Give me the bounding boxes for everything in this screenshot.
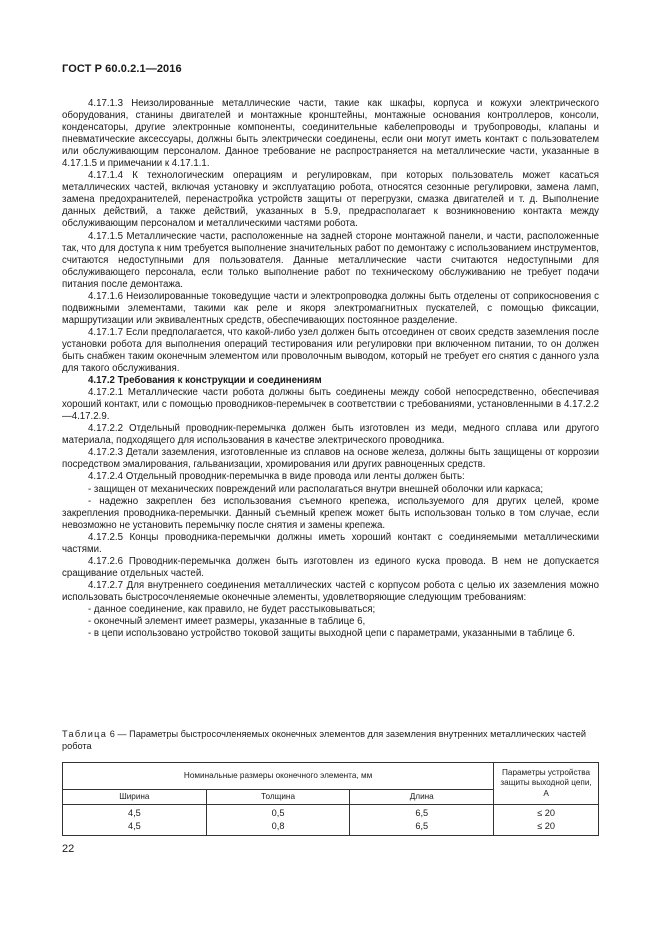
- table-row: [63, 820, 599, 836]
- paragraph-4-17-2-2: 4.17.2.2 Отдельный проводник-перемычка должен быть изготовлен из меди, медного сплава или другого материала, подходящего для использования в качестве электрического проводника.: [62, 423, 599, 447]
- table-cell: 6,5: [350, 805, 494, 821]
- paragraph-4-17-1-6: 4.17.1.6 Неизолированные токоведущие части и электропроводка должны быть отделены от соприкосновения с подвижными элементами, такими как реле и якоря электромагнитных пускателей, с помощью фиксации, маршрутизации или эквивалентных средств, обеспечивающих постоянное разделение.: [62, 290, 599, 326]
- list-item: - защищен от механических повреждений или располагаться внутри внешней оболочки или каркаса;: [88, 483, 544, 495]
- paragraph-4-17-2-5: 4.17.2.5 Концы проводника-перемычки должны иметь хороший контакт с соединяемыми металлическими частями.: [62, 531, 599, 555]
- table-label: Таблица: [62, 729, 108, 739]
- table-caption-text: 6 — Параметры быстросочленяемых оконечных элементов для заземления внутренних металлических частей робота: [62, 729, 586, 751]
- list-item: - надежно закреплен без использования съемного крепежа, используемого для других целей, кроме закрепления проводника-перемычки. Данный съемный крепеж может быть использован только в том случае, если невозможно не установить перемычку после снятия и замены крепежа.: [62, 495, 599, 531]
- table-column-header: Длина: [350, 790, 494, 805]
- body-text: [62, 98, 599, 640]
- table-cell: ≤ 20: [494, 820, 599, 836]
- list-item: - в цепи использовано устройство токовой защиты выходной цепи с параметрами, указанными в таблице 6.: [88, 628, 575, 640]
- table-column-header: Толщина: [206, 790, 350, 805]
- table-cell: 4,5: [63, 805, 207, 821]
- terminal-dimensions-table: [62, 762, 599, 836]
- table-caption: [62, 729, 599, 752]
- table-column-header: Ширина: [63, 790, 207, 805]
- section-heading-4-17-2: 4.17.2 Требования к конструкции и соединениям: [88, 375, 322, 387]
- table-cell: ≤ 20: [494, 805, 599, 821]
- table-cell: 0,5: [206, 805, 350, 821]
- list-item: - данное соединение, как правило, не будет расстыковываться;: [88, 603, 376, 615]
- document-code: ГОСТ Р 60.0.2.1—2016: [62, 63, 182, 75]
- paragraph-4-17-1-5: 4.17.1.5 Металлические части, расположенные на задней стороне монтажной панели, и части, расположенные так, что для доступа к ним требуется выполнение значительных работ по демонтажу с использованием инструментов, считаются недоступными для пользователя. Данные металлические части считаются недоступными для обслуживающего персонала, если только выполнение работ по техническому обслуживанию не требует подачи питания после демонтажа.: [62, 230, 599, 290]
- page-number: 22: [62, 843, 75, 855]
- paragraph-4-17-1-3: 4.17.1.3 Неизолированные металлические части, такие как шкафы, корпуса и кожухи электрического оборудования, станины двигателей и монтажные кронштейны, монтажные основания контроллеров, консоли, конденсаторы, другие электронные компоненты, соединительные кабелепроводы и трубопроводы, клапаны и пневматические аксессуары, должны быть электрически соединены, если они могут иметь контакт с пользователем или обслуживающим персоналом. Данное требование не распространяется на металлические части, указанные в 4.17.1.5 и примечании к 4.17.1.1.: [62, 98, 599, 170]
- paragraph-4-17-2-3: 4.17.2.3 Детали заземления, изготовленные из сплавов на основе железа, должны быть защищены от коррозии посредством эмалирования, гальванизации, хромирования или других равноценных средств.: [62, 447, 599, 471]
- table-cell: 0,8: [206, 820, 350, 836]
- paragraph-4-17-2-6: 4.17.2.6 Проводник-перемычка должен быть изготовлен из единого куска провода. В нем не допускается сращивание отдельных частей.: [62, 555, 599, 579]
- table-cell: 6,5: [350, 820, 494, 836]
- paragraph-4-17-2-4: 4.17.2.4 Отдельный проводник-перемычка в виде провода или ленты должен быть:: [88, 471, 465, 483]
- paragraph-4-17-2-7: 4.17.2.7 Для внутреннего соединения металлических частей с корпусом робота с целью их заземления можно использовать быстросочленяемые оконечные элементы, удовлетворяющие следующим требованиям:: [62, 579, 599, 603]
- table-params-header: Параметры устройства защиты выходной цепи, А: [494, 763, 599, 805]
- list-item: - оконечный элемент имеет размеры, указанные в таблице 6,: [88, 616, 366, 628]
- table-row: [63, 805, 599, 821]
- paragraph-4-17-1-7: 4.17.1.7 Если предполагается, что какой-либо узел должен быть отсоединен от своих средств заземления после установки робота для выполнения операций тестирования или регулировки при включенном питании, то он должен быть снабжен таким оконечным элементом или проволочным выводом, который не требует его снятия с данного узла для такого обслуживания.: [62, 326, 599, 375]
- table-cell: 4,5: [63, 820, 207, 836]
- paragraph-4-17-1-4: 4.17.1.4 К технологическим операциям и регулировкам, при которых пользователь может касаться металлических частей, включая установку и эксплуатацию робота, относятся сезонные регулировки, замена ламп, замена предохранителей, перенастройка устройств защиты от перегрузки, смазка двигателей и т. д. Выполнение данных действий, а также действий, указанных в 5.9, предрасполагает к возникновению контакта между обслуживающим персоналом и металлическими частями робота.: [62, 170, 599, 230]
- paragraph-4-17-2-1: 4.17.2.1 Металлические части робота должны быть соединены между собой непосредственно, обеспечивая хороший контакт, или с помощью проводников-перемычек в соответствии с требованиями, установленными в 4.17.2.2—4.17.2.9.: [62, 387, 599, 423]
- table-group-header: Номинальные размеры оконечного элемента, мм: [63, 763, 494, 790]
